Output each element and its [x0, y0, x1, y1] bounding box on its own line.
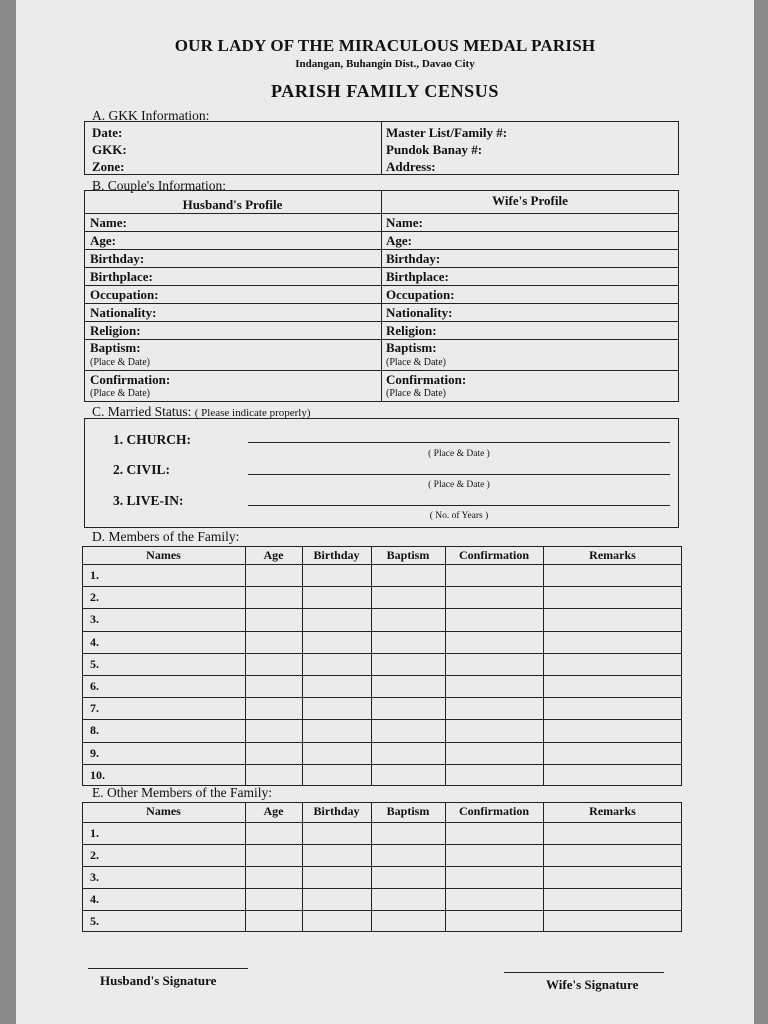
wife-name-label: Name: — [386, 215, 423, 230]
husband-baptism-label: Baptism: — [90, 340, 141, 355]
row-line — [84, 213, 679, 214]
form-title: PARISH FAMILY CENSUS — [270, 81, 500, 101]
gkk-label: GKK: — [92, 142, 127, 157]
column-header: Age — [263, 804, 284, 818]
civil-label: 2. CIVIL: — [113, 462, 171, 477]
wife-confirmation-note: (Place & Date) — [386, 388, 446, 399]
parish-name: OUR LADY OF THE MIRACULOUS MEDAL PARISH — [174, 36, 596, 55]
row-divider — [82, 697, 682, 698]
husband-nationality-label: Nationality: — [90, 305, 157, 320]
row-divider — [82, 653, 682, 654]
family-members-table — [82, 546, 682, 786]
column-header: Baptism — [386, 548, 430, 562]
wife-confirmation-label: Confirmation: — [386, 372, 467, 387]
husband-occupation-label: Occupation: — [90, 287, 159, 302]
row-divider — [82, 764, 682, 765]
row-divider — [82, 608, 682, 609]
wife-birthplace-label: Birthplace: — [386, 269, 449, 284]
date-label: Date: — [92, 125, 123, 140]
table-row-number: 2. — [90, 590, 99, 605]
column-divider — [245, 546, 246, 786]
pundok-banay-label: Pundok Banay #: — [386, 142, 483, 157]
table-row-number: 10. — [90, 767, 105, 782]
column-header: Names — [146, 548, 181, 562]
column-divider — [371, 546, 372, 786]
address-label: Address: — [386, 159, 436, 174]
husband-confirmation-label: Confirmation: — [90, 372, 171, 387]
row-divider — [82, 631, 682, 632]
table-row-number: 8. — [90, 723, 99, 738]
table-row-number: 9. — [90, 745, 99, 760]
column-header: Remarks — [589, 548, 636, 562]
wife-occupation-label: Occupation: — [386, 287, 455, 302]
table-row-number: 5. — [90, 914, 99, 928]
row-line — [84, 321, 679, 322]
table-row-number: 6. — [90, 679, 99, 693]
wife-profile-header: Wife's Profile — [492, 193, 568, 208]
husband-signature-line — [88, 968, 248, 969]
header-divider — [82, 822, 682, 823]
column-header: Confirmation — [459, 804, 529, 818]
column-header: Names — [146, 804, 181, 818]
row-divider — [82, 742, 682, 743]
table-row-number: 7. — [90, 701, 99, 716]
row-line — [84, 303, 679, 304]
wife-religion-label: Religion: — [386, 323, 437, 338]
husband-name-label: Name: — [90, 215, 127, 230]
table-row-number: 2. — [90, 848, 99, 862]
wife-birthday-label: Birthday: — [386, 251, 441, 266]
live-in-note: ( No. of Years ) — [429, 511, 489, 521]
wife-age-label: Age: — [386, 233, 412, 248]
row-line — [84, 231, 679, 232]
wife-baptism-label: Baptism: — [386, 340, 437, 355]
church-label: 1. CHURCH: — [113, 432, 191, 447]
gkk-divider — [381, 121, 382, 175]
civil-line — [248, 474, 670, 475]
row-line — [84, 267, 679, 268]
section-d-title: D. Members of the Family: — [92, 529, 240, 544]
row-divider — [82, 888, 682, 889]
table-row-number: 1. — [90, 826, 99, 840]
column-header: Age — [263, 548, 284, 562]
column-divider — [543, 546, 544, 786]
row-divider — [82, 586, 682, 587]
column-header: Remarks — [589, 804, 636, 818]
married-status-title: C. Married Status: — [92, 404, 192, 419]
row-line — [84, 370, 679, 371]
table-row-number: 3. — [90, 612, 99, 627]
table-row-number: 5. — [90, 656, 99, 671]
census-form-sheet — [16, 0, 754, 1024]
table-row-number: 3. — [90, 870, 99, 884]
row-line — [84, 339, 679, 340]
church-note: ( Place & Date ) — [428, 449, 490, 459]
row-divider — [82, 910, 682, 911]
live-in-label: 3. LIVE-IN: — [113, 493, 184, 508]
married-status-note: ( Please indicate properly) — [194, 407, 311, 419]
wife-nationality-label: Nationality: — [386, 305, 453, 320]
column-divider — [445, 546, 446, 786]
column-header: Birthday — [313, 804, 360, 818]
civil-note: ( Place & Date ) — [428, 480, 490, 490]
husband-birthplace-label: Birthplace: — [90, 269, 153, 284]
section-b-title: B. Couple's Information: — [92, 178, 227, 193]
table-row-number: 1. — [90, 568, 99, 582]
row-divider — [82, 719, 682, 720]
church-line — [248, 442, 670, 443]
row-divider — [82, 844, 682, 845]
column-divider — [302, 546, 303, 786]
table-row-number: 4. — [90, 634, 99, 649]
column-header: Confirmation — [459, 548, 529, 562]
wife-signature-label: Wife's Signature — [546, 977, 639, 992]
table-row-number: 4. — [90, 892, 99, 906]
row-line — [84, 285, 679, 286]
husband-signature-label: Husband's Signature — [100, 973, 217, 988]
row-divider — [82, 675, 682, 676]
husband-confirmation-note: (Place & Date) — [90, 388, 150, 399]
section-e-title: E. Other Members of the Family: — [92, 785, 272, 800]
husband-baptism-note: (Place & Date) — [90, 357, 150, 368]
husband-religion-label: Religion: — [90, 323, 141, 338]
husband-profile-header: Husband's Profile — [182, 197, 283, 212]
column-header: Birthday — [313, 548, 360, 562]
zone-label: Zone: — [92, 159, 125, 174]
wife-baptism-note: (Place & Date) — [386, 357, 446, 368]
section-a-title: A. GKK Information: — [92, 108, 210, 123]
parish-address: Indangan, Buhangin Dist., Davao City — [295, 58, 475, 70]
row-divider — [82, 866, 682, 867]
husband-birthday-label: Birthday: — [90, 251, 145, 266]
row-line — [84, 249, 679, 250]
master-list-label: Master List/Family #: — [386, 125, 508, 140]
column-header: Baptism — [386, 804, 430, 818]
live-in-line — [248, 505, 670, 506]
header-divider — [82, 564, 682, 565]
wife-signature-line — [504, 972, 664, 973]
husband-age-label: Age: — [90, 233, 116, 248]
